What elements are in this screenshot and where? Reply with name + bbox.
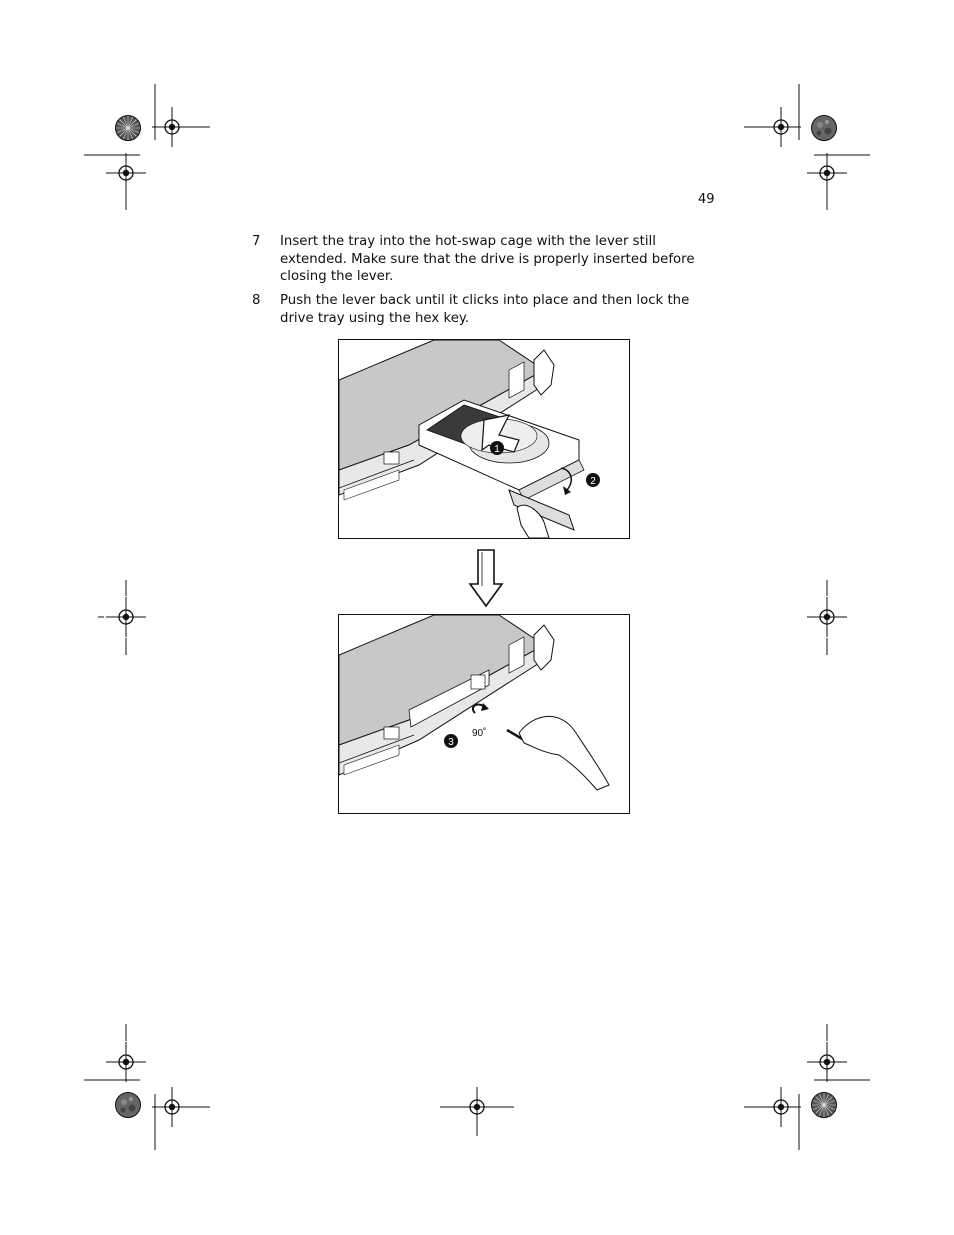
figure-insert-tray xyxy=(338,339,630,539)
callout-1: 1 xyxy=(494,444,500,455)
angle-label: 90˚ xyxy=(472,728,487,739)
illustration-server-hex-lock xyxy=(339,615,629,813)
step-text: Push the lever back until it clicks into place and then lock the drive tray using the hex key. xyxy=(280,293,690,326)
step-text: Insert the tray into the hot-swap cage with the lever still extended. Make sure that the drive is properly inserted before closing the lever. xyxy=(280,234,695,284)
callout-2: 2 xyxy=(590,476,596,487)
step-number: 7 xyxy=(252,234,261,249)
callout-3: 3 xyxy=(448,737,454,748)
illustration-server-tray-insert xyxy=(339,340,629,538)
step-number: 8 xyxy=(252,293,261,308)
down-arrow-icon xyxy=(468,548,504,610)
figure-lock-tray xyxy=(338,614,630,814)
page-number: 49 xyxy=(698,192,715,207)
